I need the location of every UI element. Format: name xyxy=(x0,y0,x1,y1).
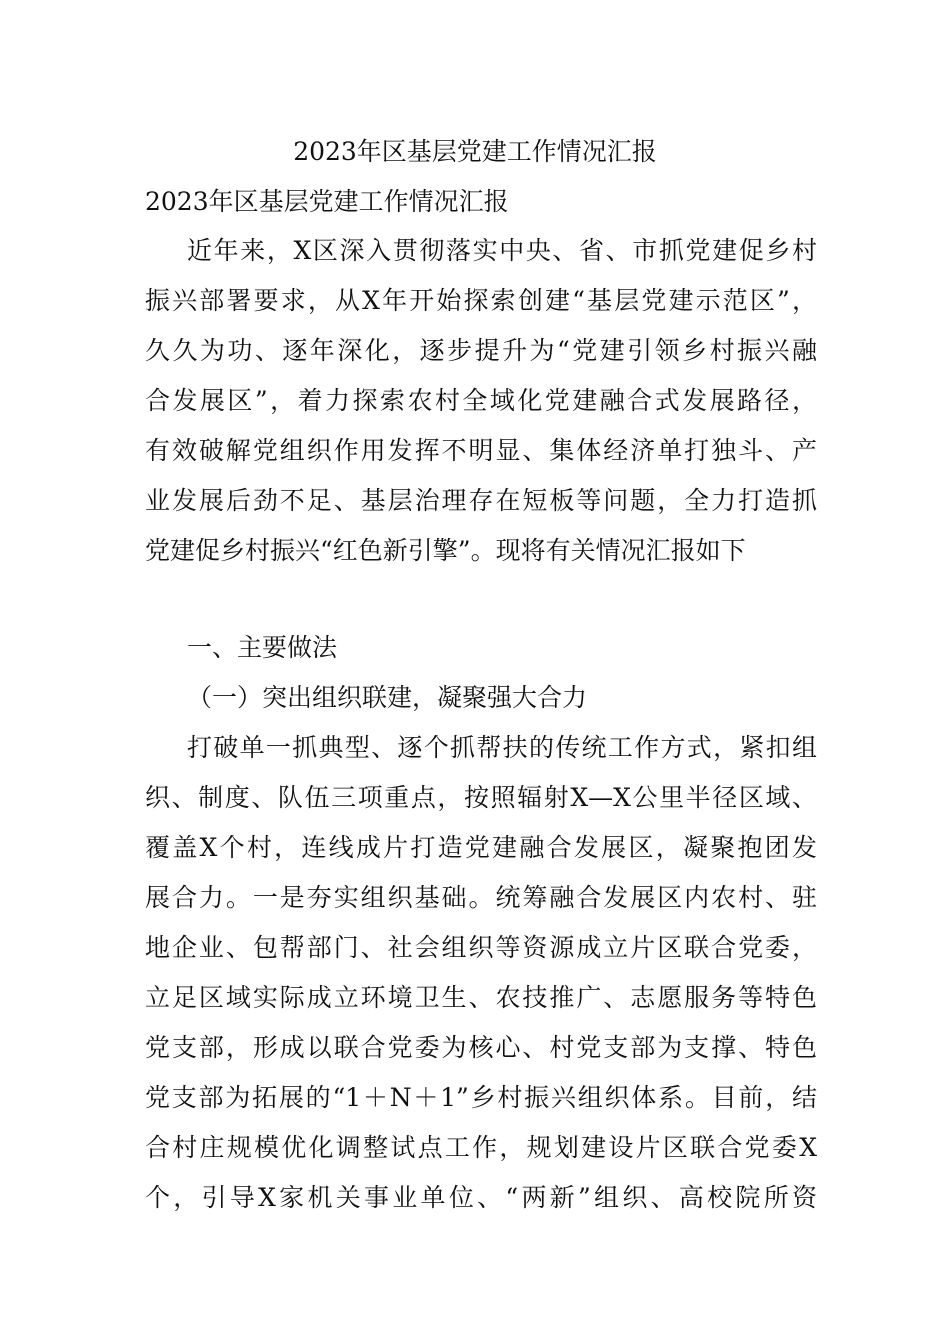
paragraph-line: 个，引导X家机关事业单位、“两新”组织、高校院所资 xyxy=(145,1183,817,1212)
paragraph-line: 党建促乡村振兴“红色新引擎”。现将有关情况汇报如下 xyxy=(145,536,746,565)
section-heading: 一、主要做法 xyxy=(187,633,338,662)
paragraph-line: 近年来，X区深入贯彻落实中央、省、市抓党建促乡村 xyxy=(187,236,817,265)
paragraph-line: 展合力。一是夯实组织基础。统筹融合发展区内农村、驻 xyxy=(145,883,817,912)
document-subtitle: 2023年区基层党建工作情况汇报 xyxy=(145,187,509,216)
paragraph-line: 党支部，形成以联合党委为核心、村党支部为支撑、特色 xyxy=(145,1033,817,1062)
paragraph-line: 合发展区”，着力探索农村全域化党建融合式发展路径， xyxy=(145,386,817,415)
paragraph-line: 有效破解党组织作用发挥不明显、集体经济单打独斗、产 xyxy=(145,436,817,465)
paragraph-line: 业发展后劲不足、基层治理存在短板等问题，全力打造抓 xyxy=(145,486,817,515)
document-title: 2023年区基层党建工作情况汇报 xyxy=(293,137,657,166)
paragraph-line: 织、制度、队伍三项重点，按照辐射X—X公里半径区域、 xyxy=(145,783,817,812)
sub-heading: （一）突出组织联建，凝聚强大合力 xyxy=(187,683,588,712)
paragraph-line: 振兴部署要求，从X年开始探索创建“基层党建示范区”， xyxy=(145,286,817,315)
paragraph-line: 打破单一抓典型、逐个抓帮扶的传统工作方式，紧扣组 xyxy=(187,733,817,762)
paragraph-line: 覆盖X个村，连线成片打造党建融合发展区，凝聚抱团发 xyxy=(145,833,817,862)
intro-paragraph xyxy=(145,226,817,576)
body-paragraph xyxy=(145,723,817,1223)
paragraph-line: 久久为功、逐年深化，逐步提升为“党建引领乡村振兴融 xyxy=(145,336,817,365)
paragraph-line: 党支部为拓展的“1＋N＋1”乡村振兴组织体系。目前，结 xyxy=(145,1083,817,1112)
paragraph-line: 立足区域实际成立环境卫生、农技推广、志愿服务等特色 xyxy=(145,983,817,1012)
paragraph-line: 合村庄规模优化调整试点工作，规划建设片区联合党委X xyxy=(145,1133,817,1162)
paragraph-line: 地企业、包帮部门、社会组织等资源成立片区联合党委， xyxy=(145,933,817,962)
